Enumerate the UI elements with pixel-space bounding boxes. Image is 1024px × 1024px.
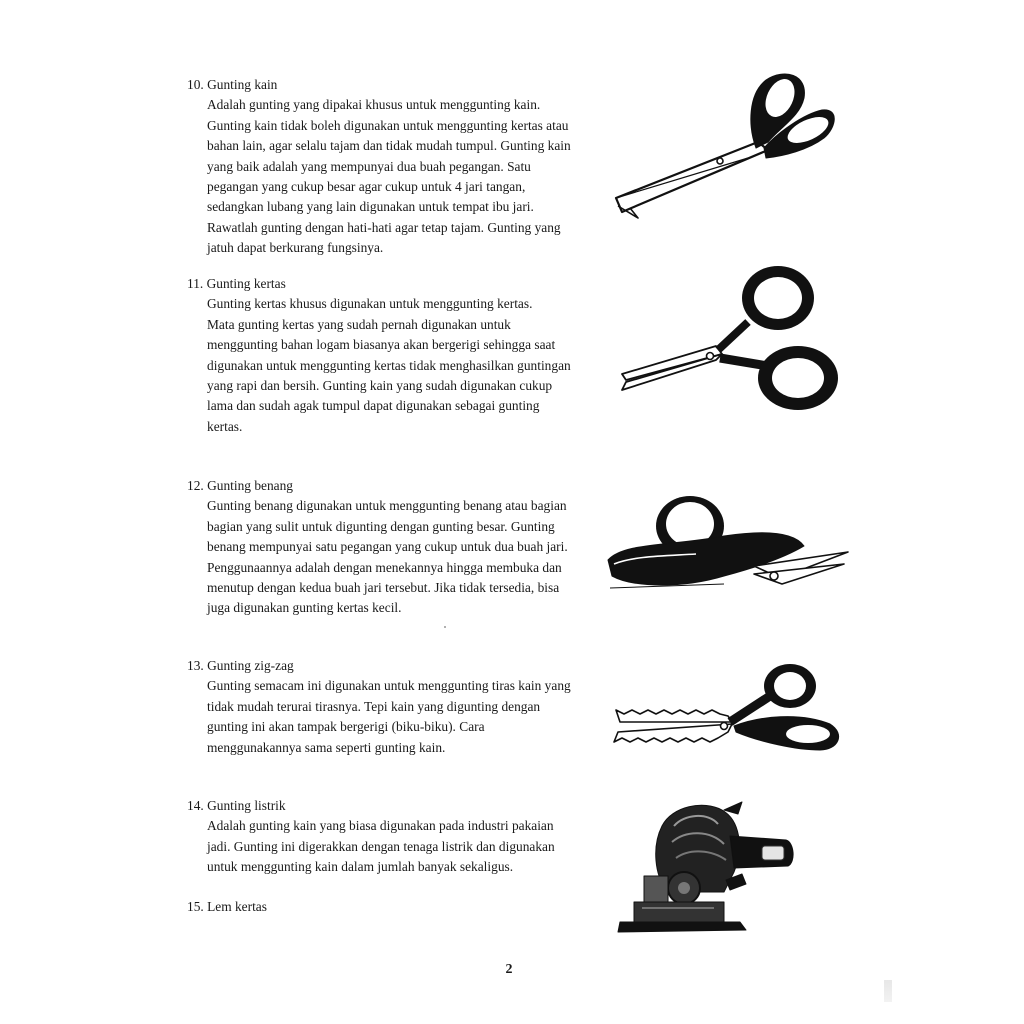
thread-snips-illustration (604, 492, 850, 602)
body-line: Mata gunting kertas yang sudah pernah digunakan untuk (207, 316, 511, 332)
body-line: Gunting benang digunakan untuk menggunting benang atau bagian (207, 498, 567, 514)
section-lem-kertas (187, 897, 617, 917)
thread-snips-icon (608, 496, 848, 588)
section-title: 13. Gunting zig-zag (187, 658, 294, 673)
body-line: Adalah gunting yang dipakai khusus untuk menggunting kain. (207, 97, 541, 113)
section-title: 14. Gunting listrik (187, 798, 286, 813)
section-gunting-kertas (187, 274, 617, 437)
section-body (187, 676, 617, 758)
electric-cutter-icon (618, 802, 793, 932)
body-line: bahan lain, agar selalu tajam dan tidak mudah tumpul. Gunting kain (207, 138, 571, 154)
section-title: 10. Gunting kain (187, 77, 278, 92)
zigzag-scissors-icon (614, 664, 839, 750)
body-line: yang baik adalah yang mempunyai dua buah pegangan. Satu (207, 158, 531, 174)
body-line: pegangan yang cukup besar agar cukup untuk 4 jari tangan, (207, 179, 526, 195)
fabric-scissors-icon (616, 74, 834, 218)
body-line: jatuh dapat berkurang fungsinya. (207, 240, 384, 256)
body-line: Gunting semacam ini digunakan untuk menggunting tiras kain yang (207, 678, 571, 694)
section-title: 11. Gunting kertas (187, 276, 286, 291)
section-gunting-benang (187, 476, 617, 619)
body-line: menggunting bahan logam biasanya akan bergerigi sehingga saat (207, 337, 556, 353)
body-line: Penggunaannya adalah dengan menekannya hingga membuka dan (207, 559, 562, 575)
section-gunting-listrik (187, 796, 617, 878)
section-gunting-zigzag (187, 656, 617, 758)
body-line: digunakan untuk menggunting kertas tidak menghasilkan guntingan (207, 357, 571, 373)
fabric-scissors-illustration (608, 66, 840, 226)
body-line: menggunakannya sama seperti gunting kain. (207, 739, 446, 755)
body-line: Rawatlah gunting dengan hati-hati agar tetap tajam. Gunting yang (207, 219, 561, 235)
body-line: lama dan sudah agak tumpul dapat digunakan sebagai gunting (207, 398, 540, 414)
section-gunting-kain (187, 75, 617, 259)
scan-speck (444, 626, 446, 628)
section-body (187, 816, 617, 877)
body-line: juga digunakan gunting kertas kecil. (207, 600, 402, 616)
zigzag-scissors-illustration (610, 660, 846, 760)
paper-scissors-illustration (618, 262, 844, 412)
body-line: kertas. (207, 418, 243, 434)
body-line: menutup dengan kedua buah jari tersebut. Jika tidak tersedia, bisa (207, 580, 560, 596)
body-line: gunting ini akan tampak bergerigi (biku-biku). Cara (207, 719, 485, 735)
section-body (187, 95, 617, 258)
section-title: 15. Lem kertas (187, 899, 267, 914)
body-line: bagian yang sulit untuk digunting dengan gunting besar. Gunting (207, 518, 555, 534)
body-line: yang rapi dan bersih. Gunting kain yang sudah digunakan cukup (207, 378, 553, 394)
electric-cutter-illustration (614, 796, 798, 936)
section-title: 12. Gunting benang (187, 478, 293, 493)
body-line: jadi. Gunting ini digerakkan dengan tenaga listrik dan digunakan (207, 838, 555, 854)
body-line: untuk menggunting kain dalam jumlah banyak sekaligus. (207, 859, 514, 875)
body-line: sedangkan lubang yang lain digunakan untuk tempat ibu jari. (207, 199, 534, 215)
body-line: Adalah gunting kain yang biasa digunakan pada industri pakaian (207, 818, 554, 834)
body-line: benang mempunyai satu pegangan yang cukup untuk dua buah jari. (207, 539, 568, 555)
scan-margin-mark (884, 980, 892, 1002)
section-body (187, 496, 617, 618)
paper-scissors-icon (622, 266, 838, 410)
page-number: 2 (505, 962, 513, 977)
body-line: Gunting kain tidak boleh digunakan untuk menggunting kertas atau (207, 117, 569, 133)
body-line: tidak mudah terurai tirasnya. Tepi kain yang digunting dengan (207, 698, 541, 714)
section-body (187, 294, 617, 437)
body-line: Gunting kertas khusus digunakan untuk menggunting kertas. (207, 296, 533, 312)
